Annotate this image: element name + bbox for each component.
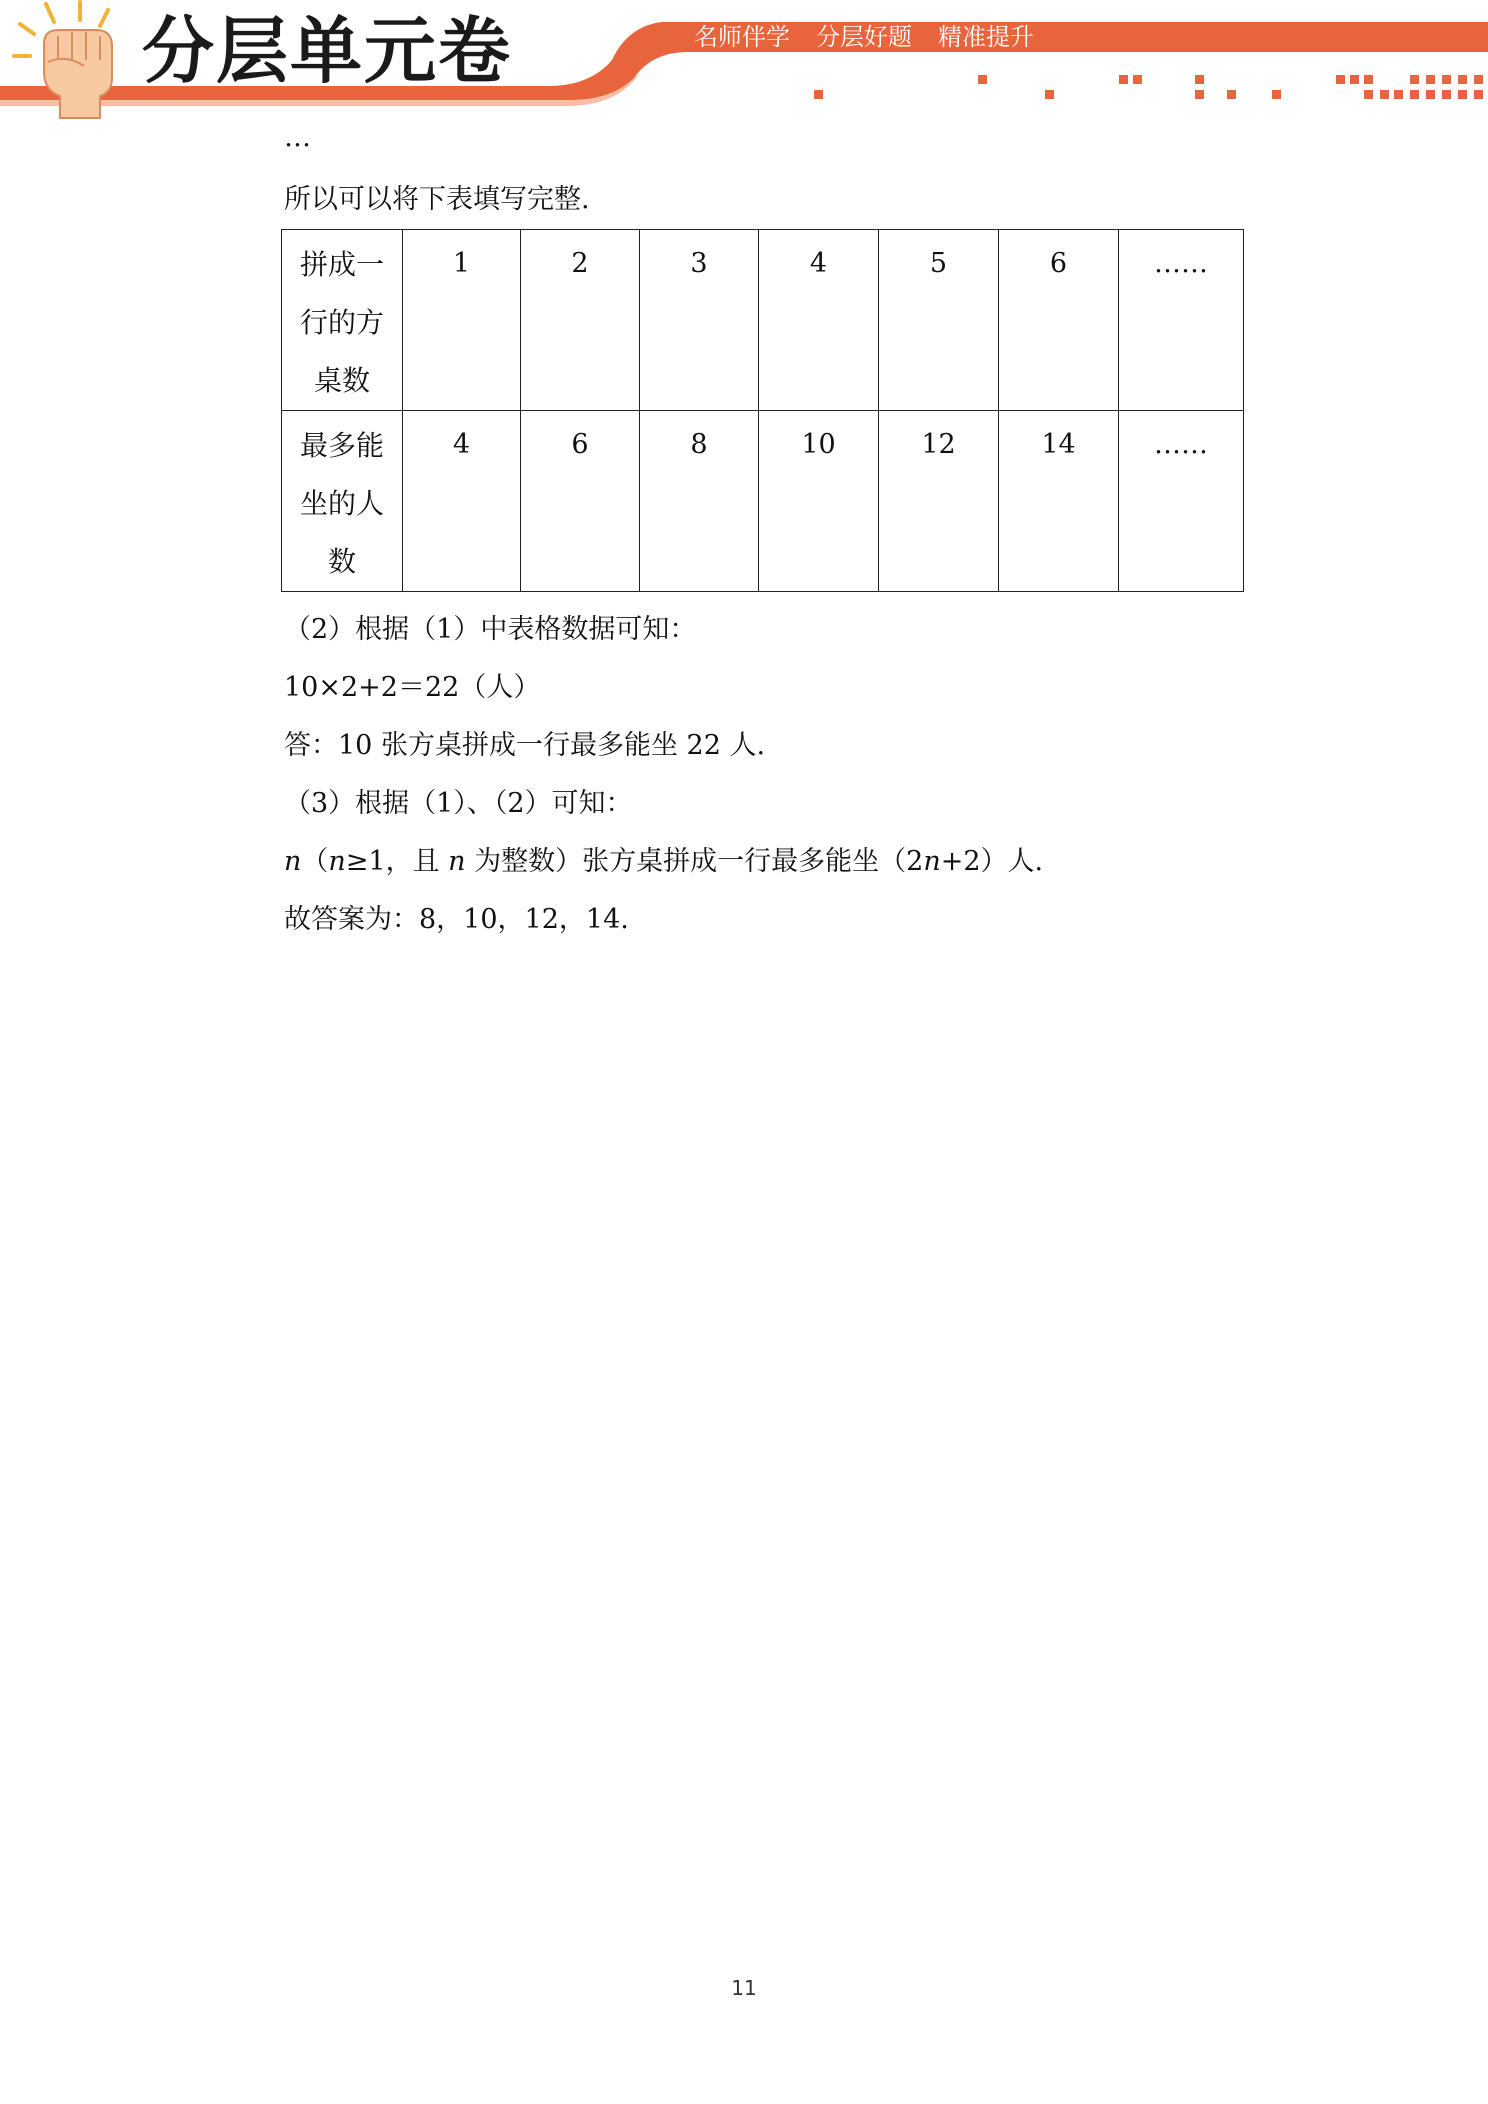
decorative-squares — [814, 75, 1483, 99]
step-3-formula — [284, 842, 1043, 882]
table-cell: 12 — [879, 411, 999, 592]
table-row-people — [282, 411, 1244, 592]
table-cell: 10 — [759, 411, 879, 592]
row-header-tables — [282, 230, 403, 411]
intro-text: 所以可以将下表填写完整. — [284, 184, 590, 215]
header-line: 坐的人 — [299, 487, 384, 520]
table-cell: 6 — [999, 230, 1119, 411]
table-cell: 1 — [403, 230, 521, 411]
page-number: 11 — [731, 1976, 757, 2000]
table-cell: 4 — [403, 411, 521, 592]
table-cell: …… — [1119, 230, 1244, 411]
table-cell: 4 — [759, 230, 879, 411]
slogan-3: 精准提升 — [938, 23, 1034, 51]
table-cell: 6 — [521, 411, 640, 592]
step-2-calculation: 10×2+2＝22（人） — [284, 672, 541, 703]
var-n: n — [923, 846, 941, 877]
table-row-tables — [282, 230, 1244, 411]
text-part: +2）人. — [940, 846, 1044, 877]
header-line: 桌数 — [313, 364, 370, 397]
step-2-heading: （2）根据（1）中表格数据可知： — [284, 614, 697, 645]
table-cell: 3 — [640, 230, 759, 411]
final-answer: 故答案为：8，10，12，14. — [284, 904, 629, 935]
text-part: （ — [301, 846, 329, 877]
row-header-people — [282, 411, 403, 592]
table-cell: 5 — [879, 230, 999, 411]
step-3-heading: （3）根据（1）、（2）可知： — [284, 788, 633, 819]
var-n: n — [448, 846, 466, 877]
table-cell: 14 — [999, 411, 1119, 592]
table-cell: …… — [1119, 411, 1244, 592]
text-part: ≥1，且 — [345, 846, 449, 877]
header-line: 数 — [327, 545, 356, 578]
var-n: n — [284, 846, 302, 877]
data-table — [281, 229, 1244, 592]
leading-ellipsis: … — [284, 122, 311, 153]
header-line: 行的方 — [299, 306, 384, 339]
var-n: n — [328, 846, 346, 877]
header-slogans — [694, 20, 1034, 54]
page-header — [0, 0, 1488, 125]
step-2-answer: 答：10 张方桌拼成一行最多能坐 22 人. — [284, 730, 766, 761]
slogan-1: 名师伴学 — [694, 23, 790, 51]
header-title: 分层单元卷 — [142, 9, 513, 93]
table-cell: 2 — [521, 230, 640, 411]
table-cell: 8 — [640, 411, 759, 592]
text-part: 为整数）张方桌拼成一行最多能坐（2 — [465, 846, 924, 877]
header-line: 最多能 — [299, 429, 384, 462]
header-line: 拼成一 — [299, 248, 384, 281]
slogan-2: 分层好题 — [816, 23, 912, 51]
